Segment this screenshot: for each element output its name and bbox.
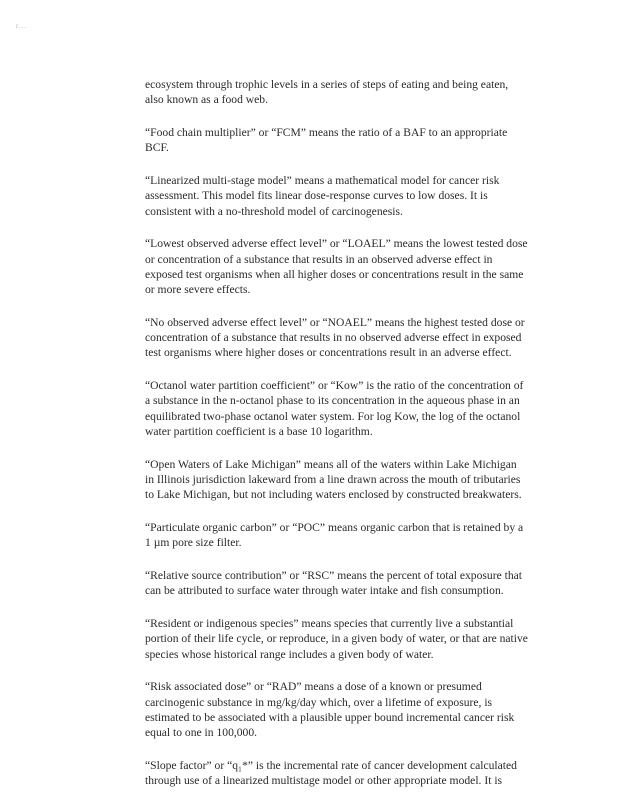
paragraph-linearized-model [145,173,543,219]
text-line: equilibrated two-phase octanol water system. For log Kow, the log of the octanol [145,409,521,423]
paragraph-resident-species [145,616,543,662]
paragraph-noael [145,315,543,361]
paragraph-kow [145,378,543,439]
paragraph-rad [145,679,543,740]
text-line: portion of their life cycle, or reproduce, in a given body of water, or that are native [145,632,528,646]
text-line: “Open Waters of Lake Michigan” means all of the waters within Lake Michigan [145,457,517,471]
text-line: “Risk associated dose” or “RAD” means a dose of a known or presumed [145,680,482,694]
text-line: ecosystem through trophic levels in a series of steps of eating and being eaten, [145,78,509,91]
paragraph-poc [145,520,543,551]
paragraph-fcm [145,125,543,156]
text-line: “Food chain multiplier” or “FCM” means the ratio of a BAF to an appropriate [145,125,508,139]
text-line: estimated to be associated with a plausible upper bound incremental cancer risk [145,710,515,724]
text-line: or concentration of a substance that results in an observed adverse effect in [145,252,493,266]
text-line: in Illinois jurisdiction lakeward from a line drawn across the mouth of tributaries [145,472,521,486]
text-line: or more severe effects. [145,283,251,297]
definitions-body [145,77,543,806]
text-line: through use of a linearized multistage model or other appropriate model. It is [145,774,503,788]
text-line: also known as a food web. [145,93,268,107]
text-line: “Lowest observed adverse effect level” or “LOAEL” means the lowest tested dose [145,237,528,251]
text-line: 1 µm pore size filter. [145,536,242,550]
text-line: carcinogenic substance in mg/kg/day which, over a lifetime of exposure, is [145,695,493,709]
text-line: assessment. This model fits linear dose-response curves to low doses. It is [145,189,488,203]
text-line: test organisms where higher doses or concentrations result in an adverse effect. [145,346,512,360]
text-line: BCF. [145,141,169,155]
paragraph-open-waters [145,457,543,503]
text-line: exposed test organisms when all higher doses or concentrations result in the same [145,267,524,281]
text-line: to Lake Michigan, but not including waters enclosed by constructed breakwaters. [145,488,522,502]
text-line: “No observed adverse effect level” or “NOAEL” means the highest tested dose or [145,315,525,329]
paragraph-food-web [145,77,543,108]
text-line: species whose historical range includes a given body of water. [145,647,434,661]
text-line: “Linearized multi-stage model” means a mathematical model for cancer risk [145,173,500,187]
text-line: “Particulate organic carbon” or “POC” means organic carbon that is retained by a [145,520,524,534]
text-line: water partition coefficient is a base 10 logarithm. [145,425,373,438]
paragraph-rsc [145,568,543,599]
text-line: “Slope factor” or “q₁*” is the incremental rate of cancer development calculated [145,758,517,772]
text-line: can be attributed to surface water through water intake and fish consumption. [145,584,504,598]
text-line: “Relative source contribution” or “RSC” means the percent of total exposure that [145,568,522,582]
text-line: “Octanol water partition coefficient” or “Kow” is the ratio of the concentration of [145,379,524,393]
text-line: a substance in the n-octanol phase to its concentration in the aqueous phase in an [145,394,520,408]
paragraph-slope-factor [145,758,543,789]
text-line: equal to one in 100,000. [145,726,258,740]
text-line: concentration of a substance that results in no observed adverse effect in exposed [145,331,522,345]
corner-mark: r... [16,22,28,30]
text-line: consistent with a no-threshold model of carcinogenesis. [145,204,403,218]
text-line: “Resident or indigenous species” means species that currently live a substantial [145,616,514,630]
paragraph-loael [145,236,543,297]
